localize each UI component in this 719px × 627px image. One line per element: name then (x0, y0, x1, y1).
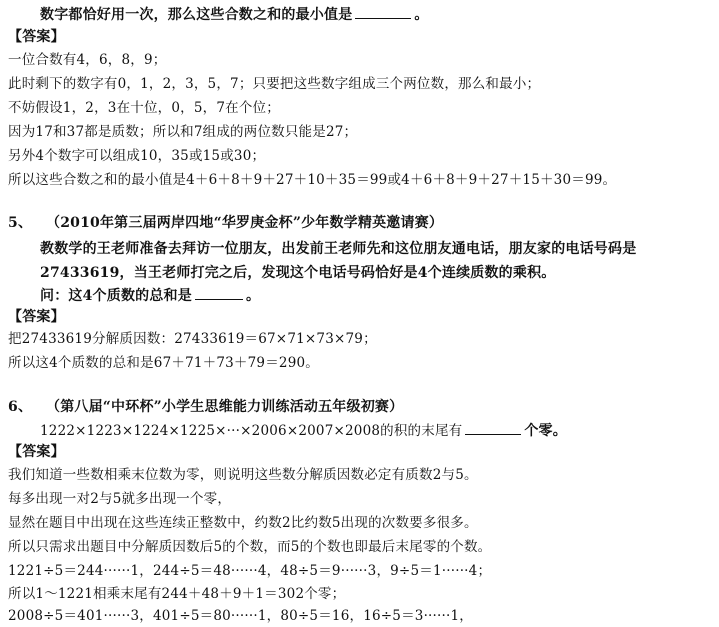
problem-5-body: 27433619，当王老师打完之后，发现这个电话号码恰好是4个连续质数的乘积。 (40, 265, 556, 281)
answer-line: 我们知道一些数相乘末位数为零，则说明这些数分解质因数必定有质数2与5。 (8, 467, 478, 483)
answer-line: 所以这4个质数的总和是67＋71＋73＋79＝290。 (8, 355, 319, 371)
answer-line: 1221÷5＝244······1，244÷5＝48······4，48÷5＝9······3，9÷5＝1······4； (8, 563, 492, 579)
answer-line: 此时剩下的数字有0，1，2，3，5，7；只要把这些数字组成三个两位数，那么和最小； (8, 76, 541, 92)
problem-5-body: 教数学的王老师准备去拜访一位朋友，出发前王老师先和这位朋友通电话，朋友家的电话号码是 (40, 241, 637, 257)
answer-line: 显然在题目中出现在这些连续正整数中，约数2比约数5出现的次数要多很多。 (8, 515, 478, 531)
answer-line: 每多出现一对2与5就多出现一个零， (8, 491, 232, 507)
answer-blank (195, 287, 243, 300)
problem-5-header (8, 214, 443, 232)
answer-line: 所以只需求出题目中分解质因数后5的个数，而5的个数也即最后末尾零的个数。 (8, 539, 492, 555)
problem-source: （2010年第三届两岸四地“华罗庚金杯”少年数学精英邀请赛） (46, 215, 444, 231)
answer-label: 【答案】 (8, 29, 65, 45)
problem-6-header (8, 398, 403, 416)
answer-line: 一位合数有4，6，8，9； (8, 52, 167, 68)
problem-number: 5、 (8, 215, 33, 231)
question-tail-end: 。 (414, 7, 429, 23)
answer-line: 不妨假设1，2，3在十位，0，5，7在个位； (8, 100, 280, 116)
answer-label: 【答案】 (8, 309, 65, 325)
question-end: 。 (245, 288, 261, 304)
question-text: 问：这4个质数的总和是 (40, 288, 192, 304)
problem-number: 6、 (8, 399, 33, 415)
answer-label: 【答案】 (8, 444, 65, 460)
answer-line: 所以这些合数之和的最小值是4＋6＋8＋9＋27＋10＋35＝99或4＋6＋8＋9＋27＋15＋30＝99。 (8, 172, 617, 188)
answer-line: 另外4个数字可以组成10，35或15或30； (8, 148, 266, 164)
answer-line: 所以1～1221相乘末尾有244＋48＋9＋1＝302个零； (8, 586, 346, 602)
question-tail (40, 6, 429, 24)
answer-blank (355, 6, 411, 19)
problem-source: （第八届“中环杯”小学生思维能力训练活动五年级初赛） (46, 399, 404, 415)
answer-line: 2008÷5＝401······3，401÷5＝80······1，80÷5＝16，16÷5＝3······1， (8, 608, 474, 624)
problem-6-body (40, 422, 567, 440)
answer-line: 把27433619分解质因数：27433619＝67×71×73×79； (8, 331, 377, 347)
question-text: 1222×1223×1224×1225×···×2006×2007×2008的积的末尾有 (40, 423, 463, 439)
answer-blank (465, 422, 521, 435)
question-tail-text: 数字都恰好用一次，那么这些合数之和的最小值是 (40, 7, 353, 23)
problem-5-question (40, 287, 260, 305)
answer-line: 因为17和37都是质数；所以和7组成的两位数只能是27； (8, 124, 358, 140)
question-end: 个零。 (524, 423, 567, 439)
